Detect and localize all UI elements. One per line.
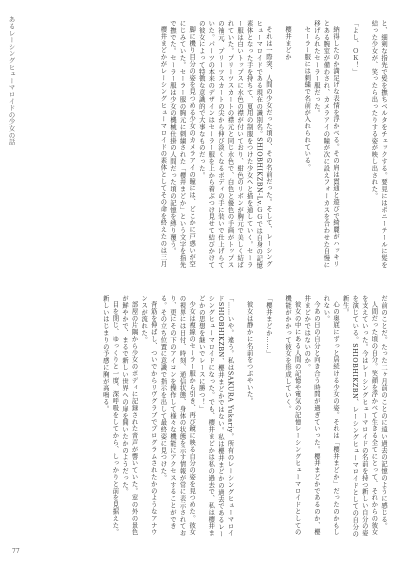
page-number: 77 bbox=[12, 548, 20, 555]
paragraph-spacer bbox=[235, 295, 245, 540]
paragraph: 人間だった頃の自分。笑顔を浮かべて生きる全てにとって、それからの彼女を支えていった。今はレーシングヒューマロイドの名前を持つ新しい自分の姿を演じている。SHIOBHIKZBN、レーシングヒューマロイドとしての自分の新生。 bbox=[341, 295, 378, 538]
paragraph-spacer bbox=[273, 20, 283, 270]
paragraph: 「櫻井まどか……」 bbox=[264, 295, 272, 358]
paragraph: それは一際突、人間の少女だった頃の、その名前だった。そして、レーシングヒューマロイドである現在の識別名。SHIOBHIKZBN-Lv.ＧＧでは自身の記憶素体となった手を持ちて、夏用の制服をつけた少女へと描を通していく。セーラー服は白いトップスに水色の襟が付いており、紺色のリボンが胸元で美しく結ばれていた。プリーツスカートの襟元と同じ水色で、白色と優色の手画がトップスの袖元、プリーツスカートの尖から伸び淡くなるボディの手に装いで仕上げらていた。パーツの本来のデザインはセーラー服を上から着ぶつけ見せて結びかけての彼女によって特徴な意識的で大事なものだった。 bbox=[197, 20, 272, 269]
paragraph: 櫻井まどか bbox=[284, 26, 292, 61]
paragraph: 納得したのか満足げな表情を浮かべる。その肩は貫通と遊びで綺麗がハッキリとある腕室が備わされ、カメラアイの瞳が次に設えフォーカスを合わせた自慢に移げられたセーラー服だった。 bbox=[312, 20, 340, 269]
paragraph: 櫻井まどかがレーシングヒューマロイドの素体としてその命を終えたのは三月 bbox=[159, 26, 167, 268]
paragraph-spacer bbox=[340, 20, 350, 270]
paragraph: 背筋を伸ばし、ついでからリヴグラブでプログラムされたかのようなアナウンスが流れた。 bbox=[140, 295, 157, 536]
paragraph-spacer bbox=[273, 295, 283, 540]
paragraph: 「……いや。違う。私はSAKURA Yukariy。所有のレーシングヒューマロイドSHIOBHIKZBN、櫻井まどかではない。私は櫻井まどかの過去であるレーシングヒューマロイドになった。でも、櫻井まどかは私の過去で、私は櫻井まどかの思想を継いでレースに勝つ！」 bbox=[197, 295, 234, 538]
paragraph-spacer bbox=[292, 20, 302, 270]
running-title: あるレーシングヒューマロイドの少女の話 bbox=[7, 16, 16, 146]
paragraph: だ前のことだ。たった二ヶ月前のことのに遠い過去の記憶のように感じる。 bbox=[380, 295, 387, 530]
text-column-bottom bbox=[16, 295, 388, 540]
paragraph: 脚に機り目分の姿を見つめる少女のカメラアイの瞳には、どこかに戸惑いが空にじみていた。セーラー服の胸元に刺繍された「櫻井まどか」という文字を指先で撫でた。セーラー服は少女の機械仕掛の人間だった頃の記憶を縛り覆う。 bbox=[168, 20, 196, 269]
paragraph: 「よし、ＯＫ！」 bbox=[351, 20, 359, 76]
paragraph-spacer bbox=[254, 295, 264, 540]
paragraph: 彼女は静かに名前をつぶやいた。 bbox=[245, 301, 253, 405]
paragraph: と、細剣な指先で髪を撫ちベルタをチェックする。要見にはポニーテールに髪を結った少女が、笑ったら出ったりする姿が映し出された。 bbox=[370, 20, 387, 269]
paragraph: セーラー服には刺繍で名前が入れられている。 bbox=[303, 26, 311, 172]
paragraph: 目を閉じ、ゆっくりと一度、深呼吸をしてから、しっかりと前を見据えた。新しいはじまりの予感に胸が高鳴る。 bbox=[101, 295, 119, 536]
paragraph: 今あの日の自分と向き合う時間が過ぎていった。櫻井まどかであるのか、櫻井まどかではないのか。 bbox=[303, 295, 320, 536]
text-column-top bbox=[16, 20, 388, 270]
paragraph-spacer bbox=[359, 20, 369, 270]
paragraph: 心の奥底にずっと居続ける少女の姿。それは「櫻井まどか」だったのかもしれない。 bbox=[322, 295, 340, 536]
paragraph: 部屋の片隅から少女のボディに記録された音声が響いていた。窓の外の景色が鮮やかで、まるで新しい世界への扉を開いたかのようだった。 bbox=[120, 295, 138, 536]
paragraph: 彼女の中にある人間の記憶や電気の記憶レーシングヒューマロイドとしての機能がかかって彼女を形成していく。 bbox=[284, 295, 301, 536]
paragraph: 少女は複線のセーラー服から引き、再び鏡に映る自分の姿を見つめた。彼女の視界には日付、時刻、通信状態、身体の状態を示す情報が常に表示されており、更にその下のアイコンを操作して様々な機能にアクセスすることができる。その立ち位置に意識で指示を出して最終姿に見つけた。 bbox=[159, 295, 196, 537]
